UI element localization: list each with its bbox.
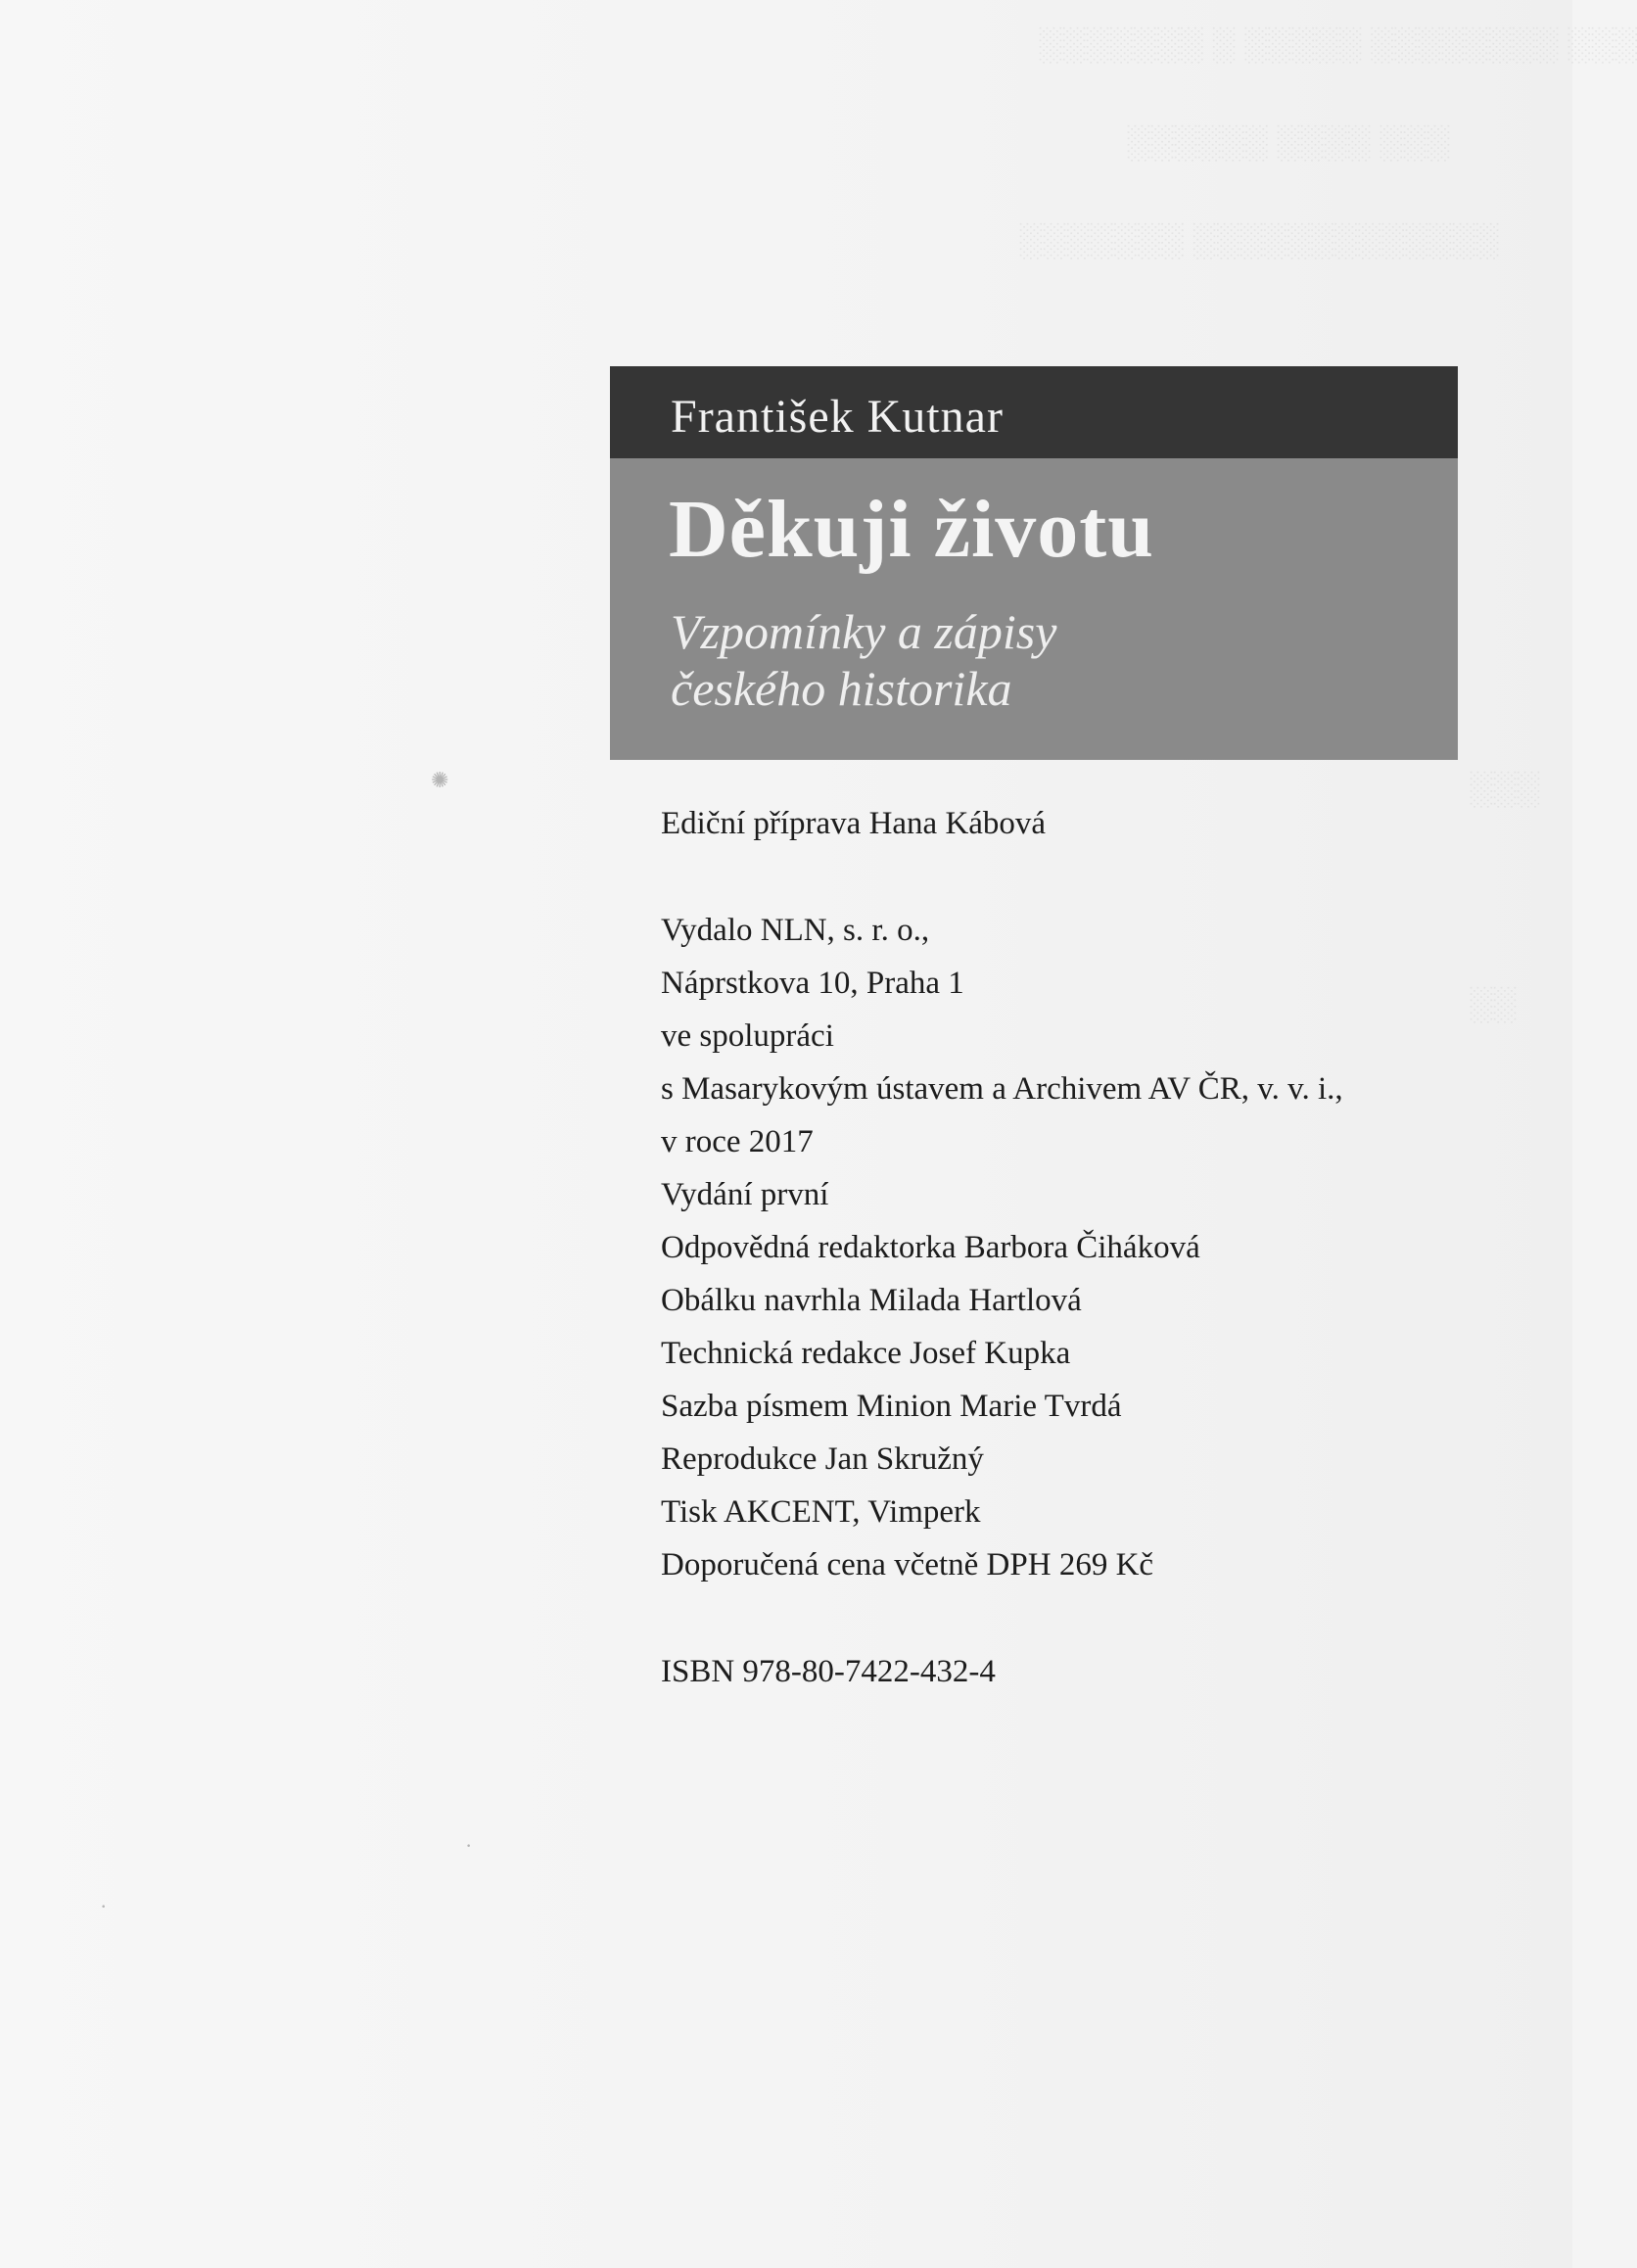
cover-subtitle <box>671 603 1056 717</box>
publisher-line: Vydání první <box>661 1177 829 1212</box>
bleed-through-text: ░░░░░░░ ░░░░░░░░░░░░░ <box>1018 222 1499 259</box>
paper-speck: · <box>100 1894 108 1918</box>
publisher-line: Obálku navrhla Milada Hartlová <box>661 1283 1082 1318</box>
cover-author-bar <box>610 366 1458 458</box>
cover-thumbnail <box>610 366 1458 760</box>
publisher-line: ve spolupráci <box>661 1018 834 1054</box>
publisher-line: Reprodukce Jan Skružný <box>661 1441 984 1477</box>
publisher-line: Technická redakce Josef Kupka <box>661 1336 1071 1371</box>
publisher-line: Vydalo NLN, s. r. o., <box>661 913 930 948</box>
bleed-through-text: ░░░░░░░ ░ ░░░░░ ░░░░░░░░ ░░░ <box>1038 26 1637 63</box>
publisher-block <box>661 904 1503 1591</box>
bleed-through-text: ░░░░░░ ░░░░ ░░░ <box>1126 124 1450 161</box>
paper-speck: · <box>465 1833 473 1858</box>
publisher-line: Doporučená cena včetně DPH 269 Kč <box>661 1547 1154 1583</box>
cover-subtitle-line-2: českého historika <box>671 661 1012 716</box>
bleed-through-text: ░░░ <box>1469 771 1540 807</box>
cover-title: Děkuji životu <box>669 484 1154 575</box>
cover-author: František Kutnar <box>671 391 1004 443</box>
publisher-line: s Masarykovým ústavem a Archivem AV ČR, v. v. i., <box>661 1071 1343 1107</box>
publisher-line: v roce 2017 <box>661 1124 814 1159</box>
paper-speck: ✺ <box>431 768 449 792</box>
publisher-line: Náprstkova 10, Praha 1 <box>661 966 964 1001</box>
publisher-line: Tisk AKCENT, Vimperk <box>661 1494 981 1530</box>
cover-title-panel <box>610 458 1458 760</box>
bleed-through-text: ░░ <box>1469 986 1517 1022</box>
cover-subtitle-line-1: Vzpomínky a zápisy <box>671 604 1057 659</box>
isbn-block <box>661 1645 1503 1698</box>
publisher-line: Odpovědná redaktorka Barbora Čiháková <box>661 1230 1200 1265</box>
editor-credit <box>661 797 1503 850</box>
isbn: ISBN 978-80-7422-432-4 <box>661 1654 996 1689</box>
editor-line: Ediční příprava Hana Kábová <box>661 806 1047 841</box>
publisher-line: Sazba písmem Minion Marie Tvrdá <box>661 1389 1122 1424</box>
